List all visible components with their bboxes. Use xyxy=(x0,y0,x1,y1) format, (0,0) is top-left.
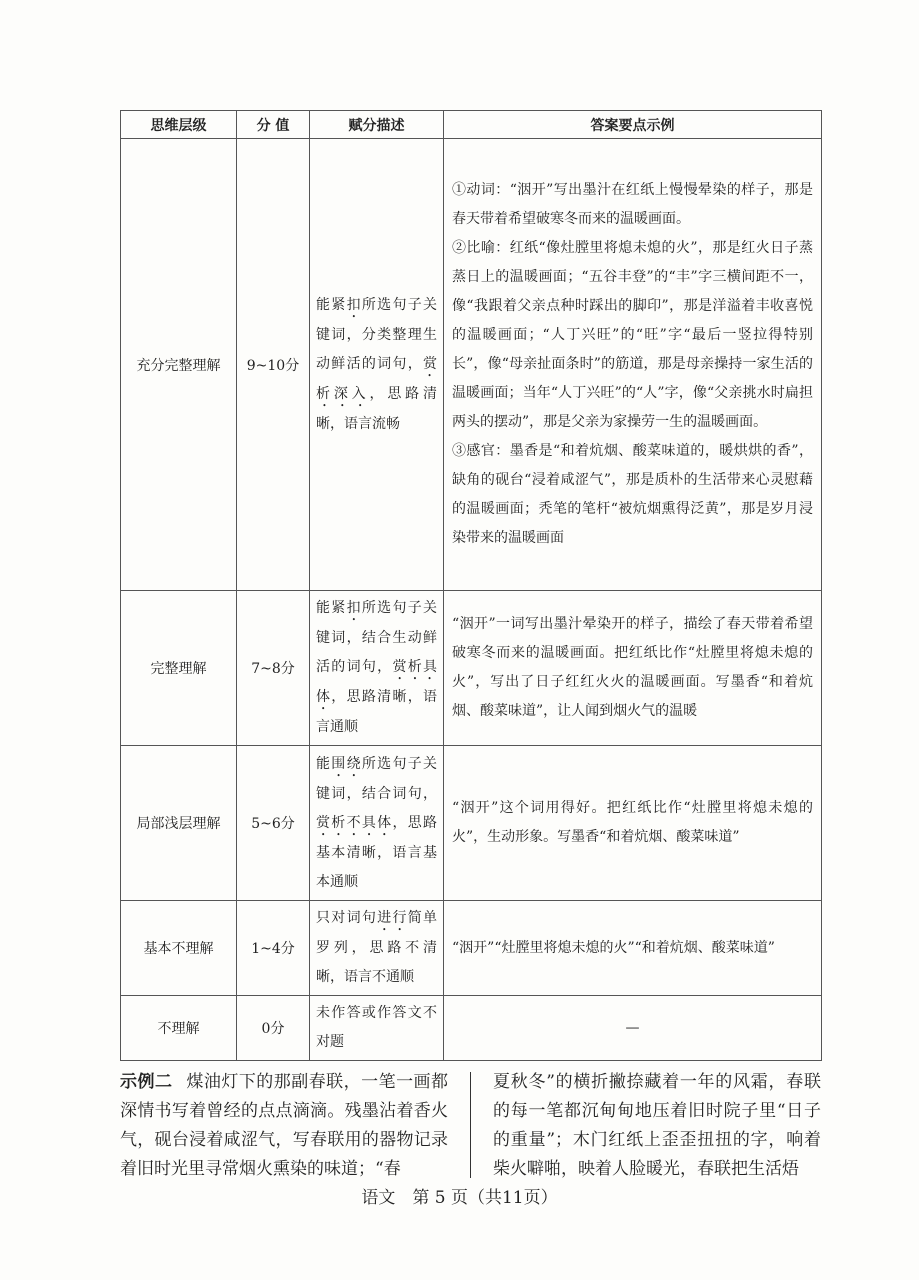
header-answer-examples: 答案要点示例 xyxy=(444,111,822,139)
answer-example: “洇开”“灶膛里将熄未熄的火”“和着炕烟、酸菜味道” xyxy=(444,901,822,996)
example-label: 示例二 xyxy=(120,1072,173,1092)
example-text-left: 煤油灯下的那副春联，一笔一画都深情书写着曾经的点点滴滴。残墨沾着香火气，砚台浸着咸涩气，写春联用的器物记录着旧时光里寻常烟火熏染的味道；“春 xyxy=(120,1072,449,1179)
thinking-level: 充分完整理解 xyxy=(121,139,237,591)
scoring-description: 未作答或作答文不对题 xyxy=(310,996,444,1061)
header-scoring-description: 赋分描述 xyxy=(310,111,444,139)
scoring-description: 能紧扣所选句子关键词，结合生动鲜活的词句，赏析具体，思路清晰，语言通顺 xyxy=(310,591,444,746)
scoring-rubric-table xyxy=(120,110,822,1061)
score-range: 7~8分 xyxy=(237,591,310,746)
table-row xyxy=(121,746,822,901)
scoring-description: 能围绕所选句子关键词，结合词句，赏析不具体，思路基本清晰，语言基本通顺 xyxy=(310,746,444,901)
thinking-level: 局部浅层理解 xyxy=(121,746,237,901)
answer-point: ①动词：“洇开”写出墨汁在红纸上慢慢晕染的样子，那是春天带着希望破寒冬而来的温暖画面。 xyxy=(452,182,813,227)
answer-point: ②比喻：红纸“像灶膛里将熄未熄的火”，那是红火日子蒸蒸日上的温暖画面；“五谷丰登”的“丰”字三横间距不一，像“我跟着父亲点种时踩出的脚印”，那是洋溢着丰收喜悦的温暖画面；“人丁兴旺”的“旺”字“最后一竖拉得特别长”，像“母亲扯面条时”的筋道，那是母亲操持一家生活的温暖画面；当年“人丁兴旺”的“人”字，像“父亲挑水时扁担两头的摆动”，那是父亲为家操劳一生的温暖画面。 xyxy=(452,240,813,430)
column-divider xyxy=(470,1072,471,1178)
page-footer: 语文 第 5 页（共11页） xyxy=(361,1188,558,1208)
header-score: 分 值 xyxy=(237,111,310,139)
answer-example: “洇开”这个词用得好。把红纸比作“灶膛里将熄未熄的火”，生动形象。写墨香“和着炕烟、酸菜味道” xyxy=(444,746,822,901)
answer-example: “洇开”一词写出墨汁晕染开的样子，描绘了春天带着希望破寒冬而来的温暖画面。把红纸比作“灶膛里将熄未熄的火”，写出了日子红红火火的温暖画面。写墨香“和着炕烟、酸菜味道”，让人闻到烟火气的温暖 xyxy=(444,591,822,746)
scoring-description: 能紧扣所选句子关键词，分类整理生动鲜活的词句，赏析深入，思路清晰，语言流畅 xyxy=(310,139,444,591)
thinking-level: 不理解 xyxy=(121,996,237,1061)
score-range: 9~10分 xyxy=(237,139,310,591)
answer-point: ③感官：墨香是“和着炕烟、酸菜味道的，暖烘烘的香”，缺角的砚台“浸着咸涩气”，那是质朴的生活带来心灵慰藉的温暖画面；秃笔的笔杆“被炕烟熏得泛黄”，那是岁月浸染带来的温暖画面 xyxy=(452,443,813,546)
table-row xyxy=(121,591,822,746)
table-header-row xyxy=(121,111,822,139)
answer-example: — xyxy=(444,996,822,1061)
example-essay-section xyxy=(120,1068,821,1178)
table-row xyxy=(121,139,822,591)
thinking-level: 完整理解 xyxy=(121,591,237,746)
header-thinking-level: 思维层级 xyxy=(121,111,237,139)
score-range: 1~4分 xyxy=(237,901,310,996)
example-essay-left-column xyxy=(120,1068,448,1184)
table-row xyxy=(121,996,822,1061)
score-range: 5~6分 xyxy=(237,746,310,901)
answer-examples xyxy=(444,139,822,591)
thinking-level: 基本不理解 xyxy=(121,901,237,996)
example-essay-right-column: 夏秋冬”的横折撇捺藏着一年的风霜，春联的每一笔都沉甸甸地压着旧时院子里“日子的重量”；木门红纸上歪歪扭扭的字，响着柴火噼啪，映着人脸暖光，春联把生活焐 xyxy=(493,1072,821,1179)
score-range: 0分 xyxy=(237,996,310,1061)
table-row xyxy=(121,901,822,996)
scoring-description: 只对词句进行简单罗列，思路不清晰，语言不通顺 xyxy=(310,901,444,996)
